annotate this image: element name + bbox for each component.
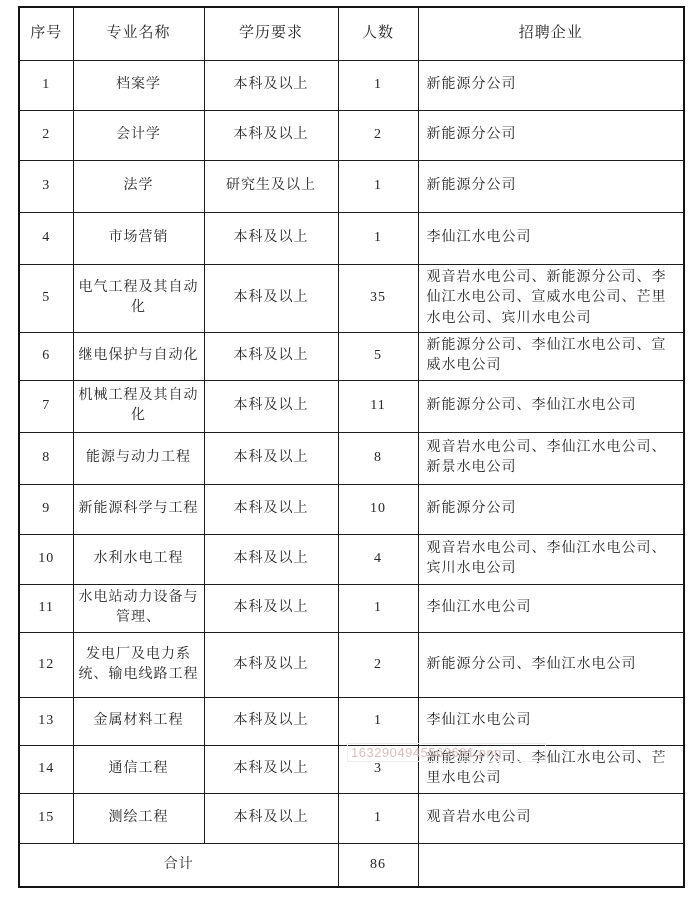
- cell-education: 本科及以上: [204, 213, 338, 265]
- cell-no: 7: [19, 380, 73, 432]
- cell-companies: 李仙江水电公司: [418, 697, 684, 745]
- cell-no: 9: [19, 484, 73, 534]
- cell-companies: 观音岩水电公司、李仙江水电公司、宾川水电公司: [418, 534, 684, 584]
- table-row: [19, 432, 684, 484]
- table-row: [19, 793, 684, 843]
- cell-no: 12: [19, 632, 73, 697]
- cell-companies: 新能源分公司: [418, 484, 684, 534]
- table-row: [19, 61, 684, 111]
- table-row: [19, 697, 684, 745]
- cell-major: 法学: [73, 161, 204, 213]
- table-row: [19, 632, 684, 697]
- cell-count: 5: [338, 332, 418, 380]
- cell-count: 1: [338, 161, 418, 213]
- cell-no: 1: [19, 61, 73, 111]
- cell-education: 本科及以上: [204, 61, 338, 111]
- cell-companies: 李仙江水电公司: [418, 584, 684, 632]
- cell-no: 11: [19, 584, 73, 632]
- cell-count: 1: [338, 793, 418, 843]
- filename-watermark: 1632904945563691.png: [347, 743, 546, 762]
- cell-education: 本科及以上: [204, 793, 338, 843]
- cell-education: 本科及以上: [204, 584, 338, 632]
- cell-count: 11: [338, 380, 418, 432]
- cell-count: 1: [338, 61, 418, 111]
- col-header-no: 序号: [19, 7, 73, 61]
- cell-no: 5: [19, 265, 73, 333]
- cell-count: 1: [338, 213, 418, 265]
- cell-companies: 新能源分公司、李仙江水电公司、宣威水电公司: [418, 332, 684, 380]
- cell-no: 15: [19, 793, 73, 843]
- cell-no: 2: [19, 111, 73, 161]
- cell-count: 35: [338, 265, 418, 333]
- cell-education: 本科及以上: [204, 632, 338, 697]
- table-row: [19, 332, 684, 380]
- cell-companies: 观音岩水电公司、李仙江水电公司、新景水电公司: [418, 432, 684, 484]
- cell-no: 6: [19, 332, 73, 380]
- col-header-education: 学历要求: [204, 7, 338, 61]
- cell-no: 8: [19, 432, 73, 484]
- table-row: [19, 213, 684, 265]
- cell-major: 通信工程: [73, 745, 204, 793]
- cell-companies: 观音岩水电公司、新能源分公司、李仙江水电公司、宣威水电公司、芒里水电公司、宾川水电公司: [418, 265, 684, 333]
- recruitment-table: [18, 6, 685, 888]
- total-label: 合计: [19, 843, 338, 887]
- cell-count: 10: [338, 484, 418, 534]
- total-count: 86: [338, 843, 418, 887]
- cell-no: 4: [19, 213, 73, 265]
- cell-companies: 新能源分公司、李仙江水电公司: [418, 380, 684, 432]
- cell-companies: 新能源分公司: [418, 111, 684, 161]
- cell-education: 本科及以上: [204, 534, 338, 584]
- cell-education: 本科及以上: [204, 332, 338, 380]
- cell-major: 金属材料工程: [73, 697, 204, 745]
- cell-education: 本科及以上: [204, 697, 338, 745]
- cell-major: 市场营销: [73, 213, 204, 265]
- cell-count: 2: [338, 632, 418, 697]
- cell-companies: 新能源分公司、李仙江水电公司、芒里水电公司: [418, 745, 684, 793]
- cell-count: 2: [338, 111, 418, 161]
- total-row: [19, 843, 684, 887]
- cell-count: 1: [338, 584, 418, 632]
- cell-education: 本科及以上: [204, 265, 338, 333]
- table-row: [19, 745, 684, 793]
- cell-no: 14: [19, 745, 73, 793]
- cell-count: 8: [338, 432, 418, 484]
- cell-major: 电气工程及其自动化: [73, 265, 204, 333]
- cell-major: 会计学: [73, 111, 204, 161]
- cell-major: 发电厂及电力系统、输电线路工程: [73, 632, 204, 697]
- cell-companies: 新能源分公司、李仙江水电公司: [418, 632, 684, 697]
- cell-major: 机械工程及其自动化: [73, 380, 204, 432]
- cell-count: 1: [338, 697, 418, 745]
- cell-major: 继电保护与自动化: [73, 332, 204, 380]
- col-header-major: 专业名称: [73, 7, 204, 61]
- cell-companies: 新能源分公司: [418, 61, 684, 111]
- cell-count: 4: [338, 534, 418, 584]
- cell-education: 本科及以上: [204, 432, 338, 484]
- total-companies-empty: [418, 843, 684, 887]
- cell-count: 3: [338, 745, 418, 793]
- cell-major: 能源与动力工程: [73, 432, 204, 484]
- header-row: [19, 7, 684, 61]
- table-row: [19, 111, 684, 161]
- cell-education: 本科及以上: [204, 111, 338, 161]
- cell-no: 10: [19, 534, 73, 584]
- cell-education: 研究生及以上: [204, 161, 338, 213]
- table-row: [19, 265, 684, 333]
- cell-companies: 新能源分公司: [418, 161, 684, 213]
- cell-education: 本科及以上: [204, 380, 338, 432]
- cell-education: 本科及以上: [204, 484, 338, 534]
- cell-no: 3: [19, 161, 73, 213]
- col-header-count: 人数: [338, 7, 418, 61]
- cell-major: 档案学: [73, 61, 204, 111]
- table-row: [19, 380, 684, 432]
- table-row: [19, 484, 684, 534]
- cell-companies: 李仙江水电公司: [418, 213, 684, 265]
- cell-major: 水利水电工程: [73, 534, 204, 584]
- table-row: [19, 584, 684, 632]
- cell-companies: 观音岩水电公司: [418, 793, 684, 843]
- cell-major: 水电站动力设备与管理、: [73, 584, 204, 632]
- cell-major: 新能源科学与工程: [73, 484, 204, 534]
- cell-education: 本科及以上: [204, 745, 338, 793]
- table-row: [19, 161, 684, 213]
- cell-major: 测绘工程: [73, 793, 204, 843]
- cell-no: 13: [19, 697, 73, 745]
- col-header-companies: 招聘企业: [418, 7, 684, 61]
- table-row: [19, 534, 684, 584]
